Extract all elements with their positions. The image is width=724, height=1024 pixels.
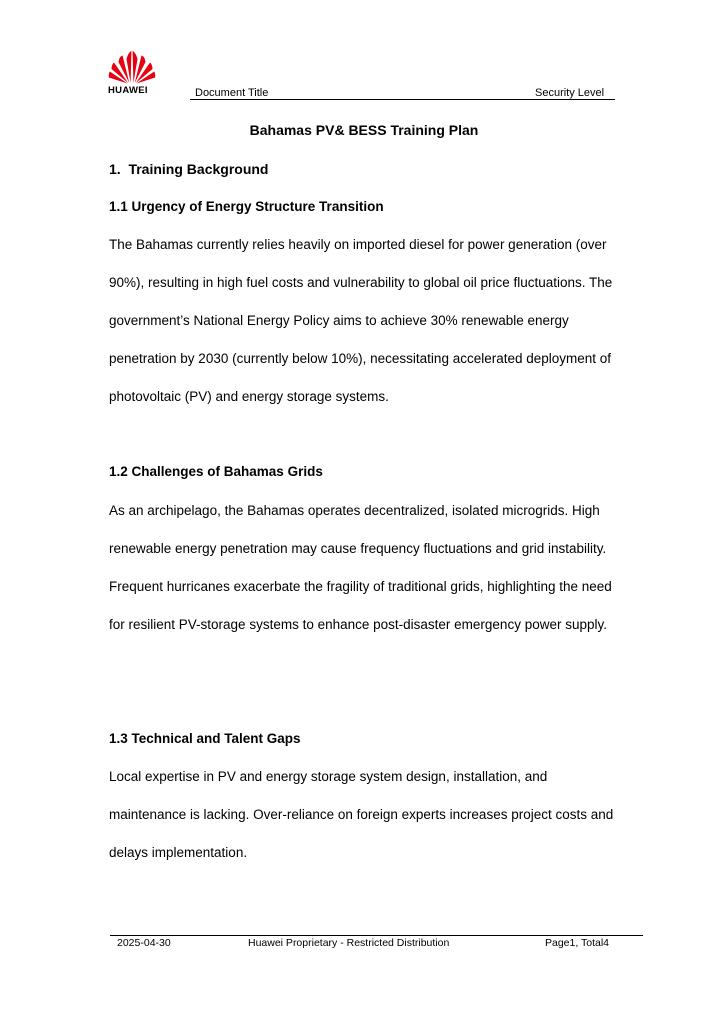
section-1-1-heading: 1.1 Urgency of Energy Structure Transition [109,199,384,214]
header-security-level: Security Level [535,87,605,99]
section-1-3-paragraph: Local expertise in PV and energy storage system design, installation, and maintenance is lacking. Over-reliance on foreign experts increases project costs and delays implementation. [109,769,614,860]
section-1-2-heading: 1.2 Challenges of Bahamas Grids [109,464,323,479]
footer-date: 2025-04-30 [117,937,171,949]
document-title: Bahamas PV& BESS Training Plan [249,122,479,138]
footer-divider [110,935,643,936]
footer-page-number: Page1, Total4 [545,937,610,949]
huawei-logo [108,50,156,96]
header-divider [190,99,615,100]
logo-wordmark: HUAWEI [108,85,148,96]
footer-distribution: Huawei Proprietary - Restricted Distribution [248,937,450,949]
section-1-2-paragraph: As an archipelago, the Bahamas operates decentralized, isolated microgrids. High renewable energy penetration may cause frequency fluctuations and grid instability. Frequent hurricanes exacerbate the fragility of traditional grids, highlighting the need for resilient PV-storage systems to enhance post-disaster emergency power supply. [109,503,612,632]
huawei-flower-icon [108,50,156,84]
header-document-title: Document Title [195,87,269,99]
section-1-3-heading: 1.3 Technical and Talent Gaps [109,731,301,746]
section-1-heading: 1. Training Background [109,161,269,177]
section-1-1-paragraph: The Bahamas currently relies heavily on imported diesel for power generation (over 90%), resulting in high fuel costs and vulnerability to global oil price fluctuations. The government’s National Energy Policy aims to achieve 30% renewable energy penetration by 2030 (currently below 10%), necessitating accelerated deployment of photovoltaic (PV) and energy storage systems. [109,237,613,404]
